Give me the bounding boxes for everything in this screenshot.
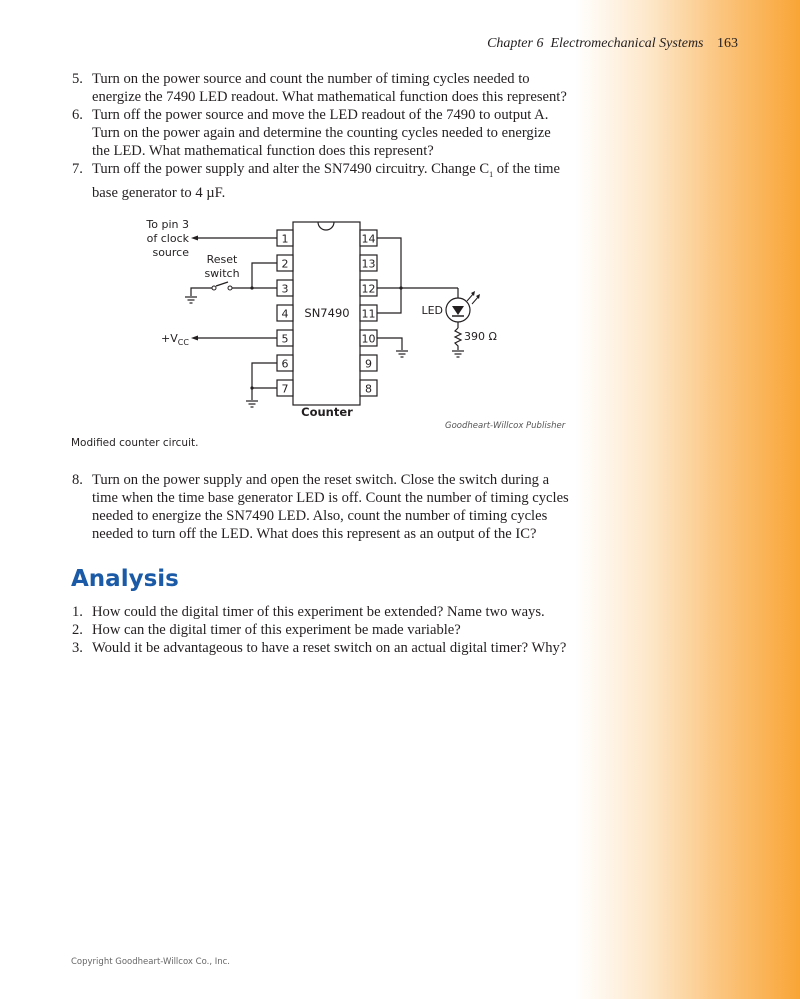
pin-14: 14 <box>361 232 376 246</box>
vcc-label: $+V_{CC}$ <box>161 332 189 347</box>
analysis-item-1: 1. How could the digital timer of this experiment be extended? Name two ways. <box>72 604 545 620</box>
pin-6: 6 <box>281 357 289 371</box>
pin-11: 11 <box>361 307 376 321</box>
resistor-label: 390 Ω <box>464 330 497 343</box>
procedure-step-8 <box>72 471 572 543</box>
copyright-footer: Copyright Goodheart-Willcox Co., Inc. <box>71 957 231 967</box>
page-number: 163 <box>717 36 738 51</box>
chip-label: SN7490 <box>304 306 350 320</box>
procedure-steps <box>72 70 572 202</box>
pin-5: 5 <box>281 332 289 346</box>
pin-1: 1 <box>281 232 289 246</box>
pin-10: 10 <box>361 332 376 346</box>
step-5: 5. Turn on the power source and count the number of timing cycles needed to energize the 7490 LED readout. What mathematical function does this represent? <box>72 71 567 105</box>
running-header <box>487 36 738 52</box>
clock-label-line3: source <box>152 246 189 259</box>
step-6: 6. Turn off the power source and move the LED readout of the 7490 to output A. Turn on the power again and determine the counting cycles needed to energize the LED. What mathematical function does this represent? <box>72 107 551 159</box>
analysis-item-2: 2. How can the digital timer of this experiment be made variable? <box>72 622 461 638</box>
step-7: 7. Turn off the power supply and alter the SN7490 circuitry. Change $C_1$ of the time base generator to 4 µF. <box>72 161 560 201</box>
clock-label-line2: of clock <box>146 232 189 245</box>
chapter-label: Chapter 6 <box>487 36 544 51</box>
clock-label-line1: To pin 3 <box>146 218 189 231</box>
step-8: 8. Turn on the power supply and open the reset switch. Close the switch during a time when the time base generator LED is off. Count the number of timing cycles needed to energize the SN7490 LED. Also, count the number of timing cycles needed to turn off the LED. What does this represent as an output of the IC? <box>72 472 569 542</box>
counter-circuit-diagram <box>130 212 580 437</box>
pin-9: 9 <box>365 357 372 371</box>
pin-3: 3 <box>281 282 289 296</box>
pin-4: 4 <box>281 307 289 321</box>
reset-label-line2: switch <box>204 267 240 280</box>
led-label: LED <box>421 304 443 317</box>
pin-13: 13 <box>361 257 376 271</box>
pin-7: 7 <box>281 382 289 396</box>
analysis-questions <box>72 603 572 657</box>
figure-credit: Goodheart-Willcox Publisher <box>445 421 566 431</box>
pin-8: 8 <box>365 382 372 396</box>
chapter-title: Electromechanical Systems <box>550 36 704 51</box>
figure-caption: Modified counter circuit. <box>71 437 199 449</box>
analysis-item-3: 3. Would it be advantageous to have a reset switch on an actual digital timer? Why? <box>72 640 567 656</box>
analysis-heading: Analysis <box>71 566 179 592</box>
chip-caption: Counter <box>301 405 353 419</box>
reset-label-line1: Reset <box>206 253 238 266</box>
pin-12: 12 <box>361 282 376 296</box>
pin-2: 2 <box>281 257 289 271</box>
